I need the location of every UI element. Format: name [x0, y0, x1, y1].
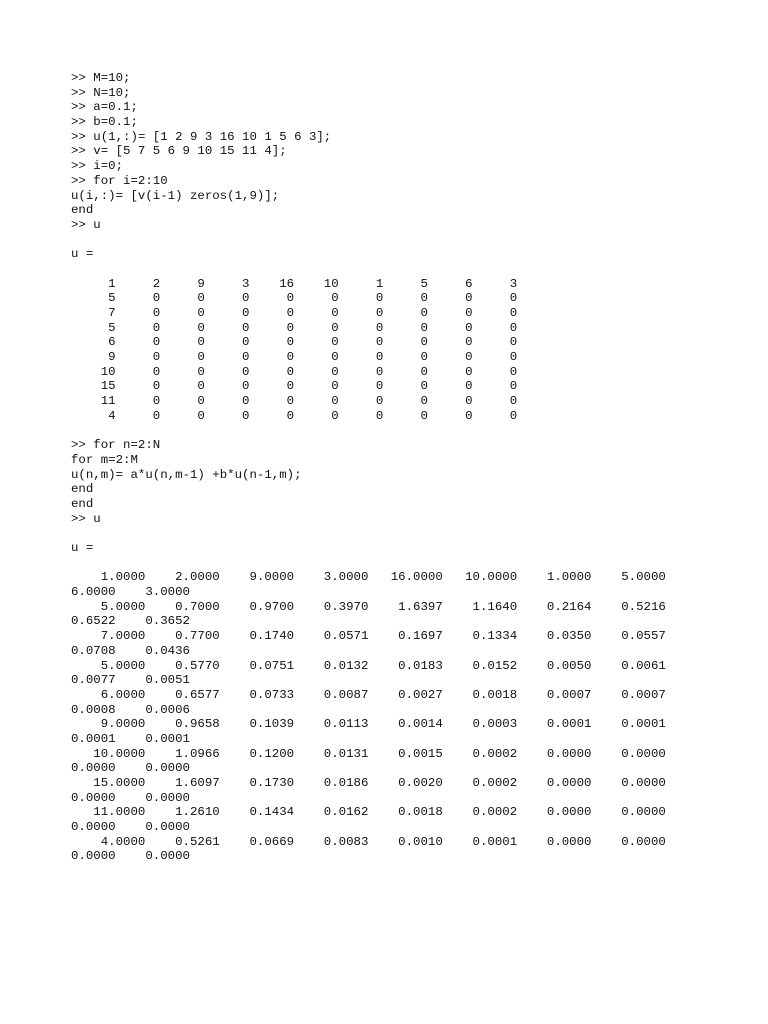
console-line: 5 0 0 0 0 0 0 0 0 0 — [71, 320, 518, 335]
console-line: >> u — [71, 217, 101, 232]
console-line: 0.0001 0.0001 — [71, 731, 190, 746]
console-line: >> b=0.1; — [71, 115, 138, 130]
console-line: 6 0 0 0 0 0 0 0 0 0 — [71, 335, 518, 350]
console-line: for m=2:M — [71, 452, 138, 467]
console-line: 7 0 0 0 0 0 0 0 0 0 — [71, 306, 518, 320]
console-line: >> v= [5 7 5 6 9 10 15 11 4]; — [71, 144, 287, 159]
console-line: 6.0000 0.6577 0.0733 0.0087 0.0027 0.0018 0.0007 0.0007 — [71, 687, 666, 702]
console-line: 10 0 0 0 0 0 0 0 0 0 — [71, 364, 518, 379]
console-line: 11.0000 1.2610 0.1434 0.0162 0.0018 0.0002 0.0000 0.0000 — [71, 805, 666, 820]
console-line — [71, 556, 666, 571]
console-line: 9 0 0 0 0 0 0 0 0 0 — [71, 350, 518, 365]
console-line: 0.0000 0.0000 — [71, 761, 190, 776]
console-line: 0.0077 0.0051 — [71, 673, 190, 688]
console-line: 15.0000 1.6097 0.1730 0.0186 0.0020 0.0002 0.0000 0.0000 — [71, 776, 666, 790]
console-line — [71, 526, 666, 541]
console-line: 4.0000 0.5261 0.0669 0.0083 0.0010 0.0001 0.0000 0.0000 — [71, 834, 666, 849]
console-line: 4 0 0 0 0 0 0 0 0 0 — [71, 408, 518, 423]
console-line: 5.0000 0.5770 0.0751 0.0132 0.0183 0.0152 0.0050 0.0061 — [71, 658, 666, 673]
console-line: >> a=0.1; — [71, 100, 138, 115]
console-line: 0.0000 0.0000 — [71, 790, 190, 805]
console-transcript — [71, 71, 666, 864]
console-line: 0.0000 0.0000 — [71, 820, 190, 835]
console-line: u = — [71, 247, 94, 262]
console-line: end — [71, 496, 94, 511]
console-line — [71, 233, 666, 248]
console-line: >> u(1,:)= [1 2 9 3 16 10 1 5 6 3]; — [71, 129, 332, 144]
console-line: end — [71, 203, 94, 218]
console-line: >> i=0; — [71, 159, 124, 174]
console-line: >> for n=2:N — [71, 438, 161, 453]
console-line: u(n,m)= a*u(n,m-1) +b*u(n-1,m); — [71, 467, 302, 482]
console-line: 0.6522 0.3652 — [71, 614, 190, 629]
console-line: 7.0000 0.7700 0.1740 0.0571 0.1697 0.1334 0.0350 0.0557 — [71, 629, 666, 644]
console-line — [71, 262, 666, 277]
console-line: 10.0000 1.0966 0.1200 0.0131 0.0015 0.0002 0.0000 0.0000 — [71, 746, 666, 761]
console-line: >> for i=2:10 — [71, 173, 168, 188]
console-line: 0.0000 0.0000 — [71, 849, 190, 864]
console-line: 11 0 0 0 0 0 0 0 0 0 — [71, 394, 518, 409]
console-line: 15 0 0 0 0 0 0 0 0 0 — [71, 379, 518, 394]
console-line: 6.0000 3.0000 — [71, 585, 190, 600]
console-line: 5 0 0 0 0 0 0 0 0 0 — [71, 291, 518, 306]
console-line: >> u — [71, 511, 101, 526]
console-line — [71, 424, 666, 439]
console-line: 0.0708 0.0436 — [71, 643, 190, 658]
console-line: 1 2 9 3 16 10 1 5 6 3 — [71, 276, 518, 291]
console-line: >> M=10; — [71, 71, 131, 85]
console-line: 0.0008 0.0006 — [71, 702, 190, 717]
console-line: 5.0000 0.7000 0.9700 0.3970 1.6397 1.1640 0.2164 0.5216 — [71, 599, 666, 614]
console-line: >> N=10; — [71, 85, 131, 100]
console-line: end — [71, 482, 94, 497]
console-line: u = — [71, 541, 94, 555]
console-line: u(i,:)= [v(i-1) zeros(1,9)]; — [71, 188, 280, 203]
console-line: 9.0000 0.9658 0.1039 0.0113 0.0014 0.0003 0.0001 0.0001 — [71, 717, 666, 732]
console-line: 1.0000 2.0000 9.0000 3.0000 16.0000 10.0000 1.0000 5.0000 — [71, 570, 666, 585]
